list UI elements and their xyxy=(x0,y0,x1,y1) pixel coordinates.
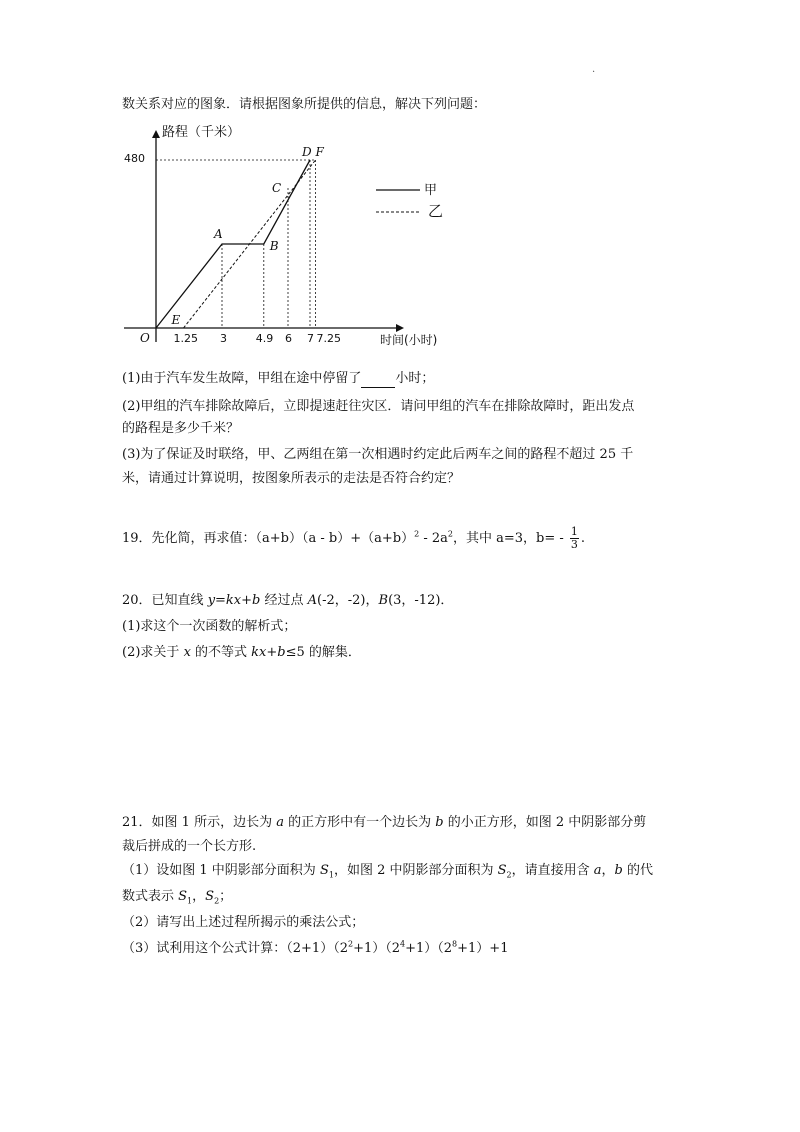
q19-fraction xyxy=(570,526,579,551)
q19-text xyxy=(122,524,585,554)
header-mark: . xyxy=(592,64,596,75)
q19-mid: - 2a xyxy=(419,531,448,546)
point-label-f: F xyxy=(315,145,324,159)
q21-var-a: a xyxy=(276,815,284,830)
origin-label: O xyxy=(140,331,150,345)
q21-p3a: （3）试利用这个公式计算：（2+1）（2 xyxy=(122,941,348,956)
y-tick-480: 480 xyxy=(124,152,145,165)
q21-s-3: S xyxy=(178,889,188,904)
q20-point-b: B xyxy=(378,593,389,608)
q20-coord-a: (-2，-2)， xyxy=(317,593,379,608)
q20-pre: 20．已知直线 xyxy=(122,593,208,608)
point-label-d: D xyxy=(302,145,312,159)
x-axis-arrow-icon xyxy=(396,324,404,332)
q21-l1b: 的正方形中有一个边长为 xyxy=(283,815,436,830)
q21-part1-line1 xyxy=(122,862,653,880)
q21-s1b: ，如图 2 中阴影部分面积为 xyxy=(333,863,498,878)
q21-part2: （2）请写出上述过程所揭示的乘法公式； xyxy=(122,915,365,930)
point-label-e: E xyxy=(171,313,181,327)
q21-exp2: 2 xyxy=(347,939,354,949)
q21-sub-4: 2 xyxy=(214,896,220,906)
point-label-a: A xyxy=(214,227,223,241)
q21-s1e: 的代 xyxy=(622,863,654,878)
q21-s-4: S xyxy=(205,889,215,904)
answer-blank xyxy=(361,373,395,388)
q20-part1: (1)求这个一次函数的解析式； xyxy=(122,619,297,634)
point-label-c: C xyxy=(272,181,282,195)
q19-exp2: 2 xyxy=(447,529,453,539)
q21-p3b: +1）（2 xyxy=(353,941,401,956)
legend-jia: 甲 xyxy=(424,183,438,198)
q21-line1 xyxy=(122,814,646,832)
series-jia xyxy=(156,160,310,328)
q20-stem xyxy=(122,592,453,610)
q21-p3d: +1）+1 xyxy=(457,941,509,956)
distance-time-graph xyxy=(118,120,478,350)
y-axis-label: 路程（千米） xyxy=(162,125,241,140)
q20-coord-b: (3，-12)． xyxy=(388,593,454,608)
q21-part3 xyxy=(122,940,508,958)
q21-sub-3: 1 xyxy=(187,896,193,906)
series-yi xyxy=(184,160,316,328)
x-tick-label: 7.25 xyxy=(316,332,341,345)
q18-part2-line2: 的路程是多少千米？ xyxy=(122,421,240,436)
q21-exp8: 8 xyxy=(452,939,458,949)
q19-end: . xyxy=(580,531,586,546)
q21-var-a2: a xyxy=(593,863,602,878)
q21-s1a: （1）设如图 1 中阴影部分面积为 xyxy=(122,863,320,878)
y-axis-arrow-icon xyxy=(152,130,160,138)
q21-line2: 裁后拼成的一个长方形. xyxy=(122,839,257,854)
q21-l1c: 的小正方形，如图 2 中阴影部分剪 xyxy=(443,815,647,830)
x-tick-label: 6 xyxy=(285,332,292,345)
q21-s-1: S xyxy=(319,863,329,878)
q21-exp4: 4 xyxy=(400,939,406,949)
q21-sub-2: 2 xyxy=(506,870,512,880)
q18-part2-line1: (2)甲组的汽车排除故障后，立即提速赶往灾区．请问甲组的汽车在排除故障时，距出发点 xyxy=(122,399,635,414)
q20-p2-x: x xyxy=(183,645,191,660)
x-tick-label: 4.9 xyxy=(255,332,274,345)
q20-part2 xyxy=(122,644,361,662)
q21-s1c: ，请直接用含 xyxy=(511,863,594,878)
x-tick-label: 1.25 xyxy=(173,332,198,345)
q18-p1-after: 小时； xyxy=(395,371,435,386)
x-tick-label: 3 xyxy=(220,332,227,345)
q20-mid: 经过点 xyxy=(260,593,308,608)
q21-p3c: +1）（2 xyxy=(405,941,453,956)
q20-p2-mid: 的不等式 xyxy=(190,645,252,660)
q20-func: y=kx+b xyxy=(207,593,261,608)
q19-frac-num: 1 xyxy=(570,525,578,538)
q21-l1a: 21．如图 1 所示，边长为 xyxy=(122,815,277,830)
q19-exp1: 2 xyxy=(414,529,420,539)
q20-p2-pre: (2)求关于 xyxy=(122,645,184,660)
q19-tail: ，其中 a=3，b= - xyxy=(452,531,568,546)
q21-s2a: 数式表示 xyxy=(122,889,179,904)
q21-s1d: ， xyxy=(601,863,615,878)
q18-part3-line1: (3)为了保证及时联络，甲、乙两组在第一次相遇时约定此后两车之间的路程不超过 25 千 xyxy=(122,447,634,462)
q18-p1-before: (1)由于汽车发生故障，甲组在途中停留了 xyxy=(122,371,362,386)
q20-p2-end: ≤5 的解集． xyxy=(285,645,361,660)
intro-text: 数关系对应的图象．请根据图象所提供的信息，解决下列问题： xyxy=(122,97,487,112)
q21-var-b2: b xyxy=(614,863,623,878)
q21-var-b: b xyxy=(435,815,444,830)
q18-part3-line2: 米，请通过计算说明，按图象所表示的走法是否符合约定？ xyxy=(122,471,461,486)
q21-s-2: S xyxy=(497,863,507,878)
point-label-b: B xyxy=(269,239,279,253)
x-axis-label: 时间(小时) xyxy=(380,333,438,347)
q20-p2-ineq: kx+b xyxy=(251,645,286,660)
x-tick-label: 7 xyxy=(307,332,314,345)
q21-s2b: ， xyxy=(192,889,206,904)
q21-sub-1: 1 xyxy=(328,870,334,880)
q19-frac-den: 3 xyxy=(570,538,578,551)
legend-yi: 乙 xyxy=(428,202,444,220)
q19-stem: 19．先化简，再求值：（a+b）（a - b）+（a+b） xyxy=(122,531,415,546)
q21-s2c: ； xyxy=(219,889,233,904)
q21-part1-line2 xyxy=(122,888,232,906)
q18-part1 xyxy=(122,370,434,388)
q20-point-a: A xyxy=(307,593,318,608)
